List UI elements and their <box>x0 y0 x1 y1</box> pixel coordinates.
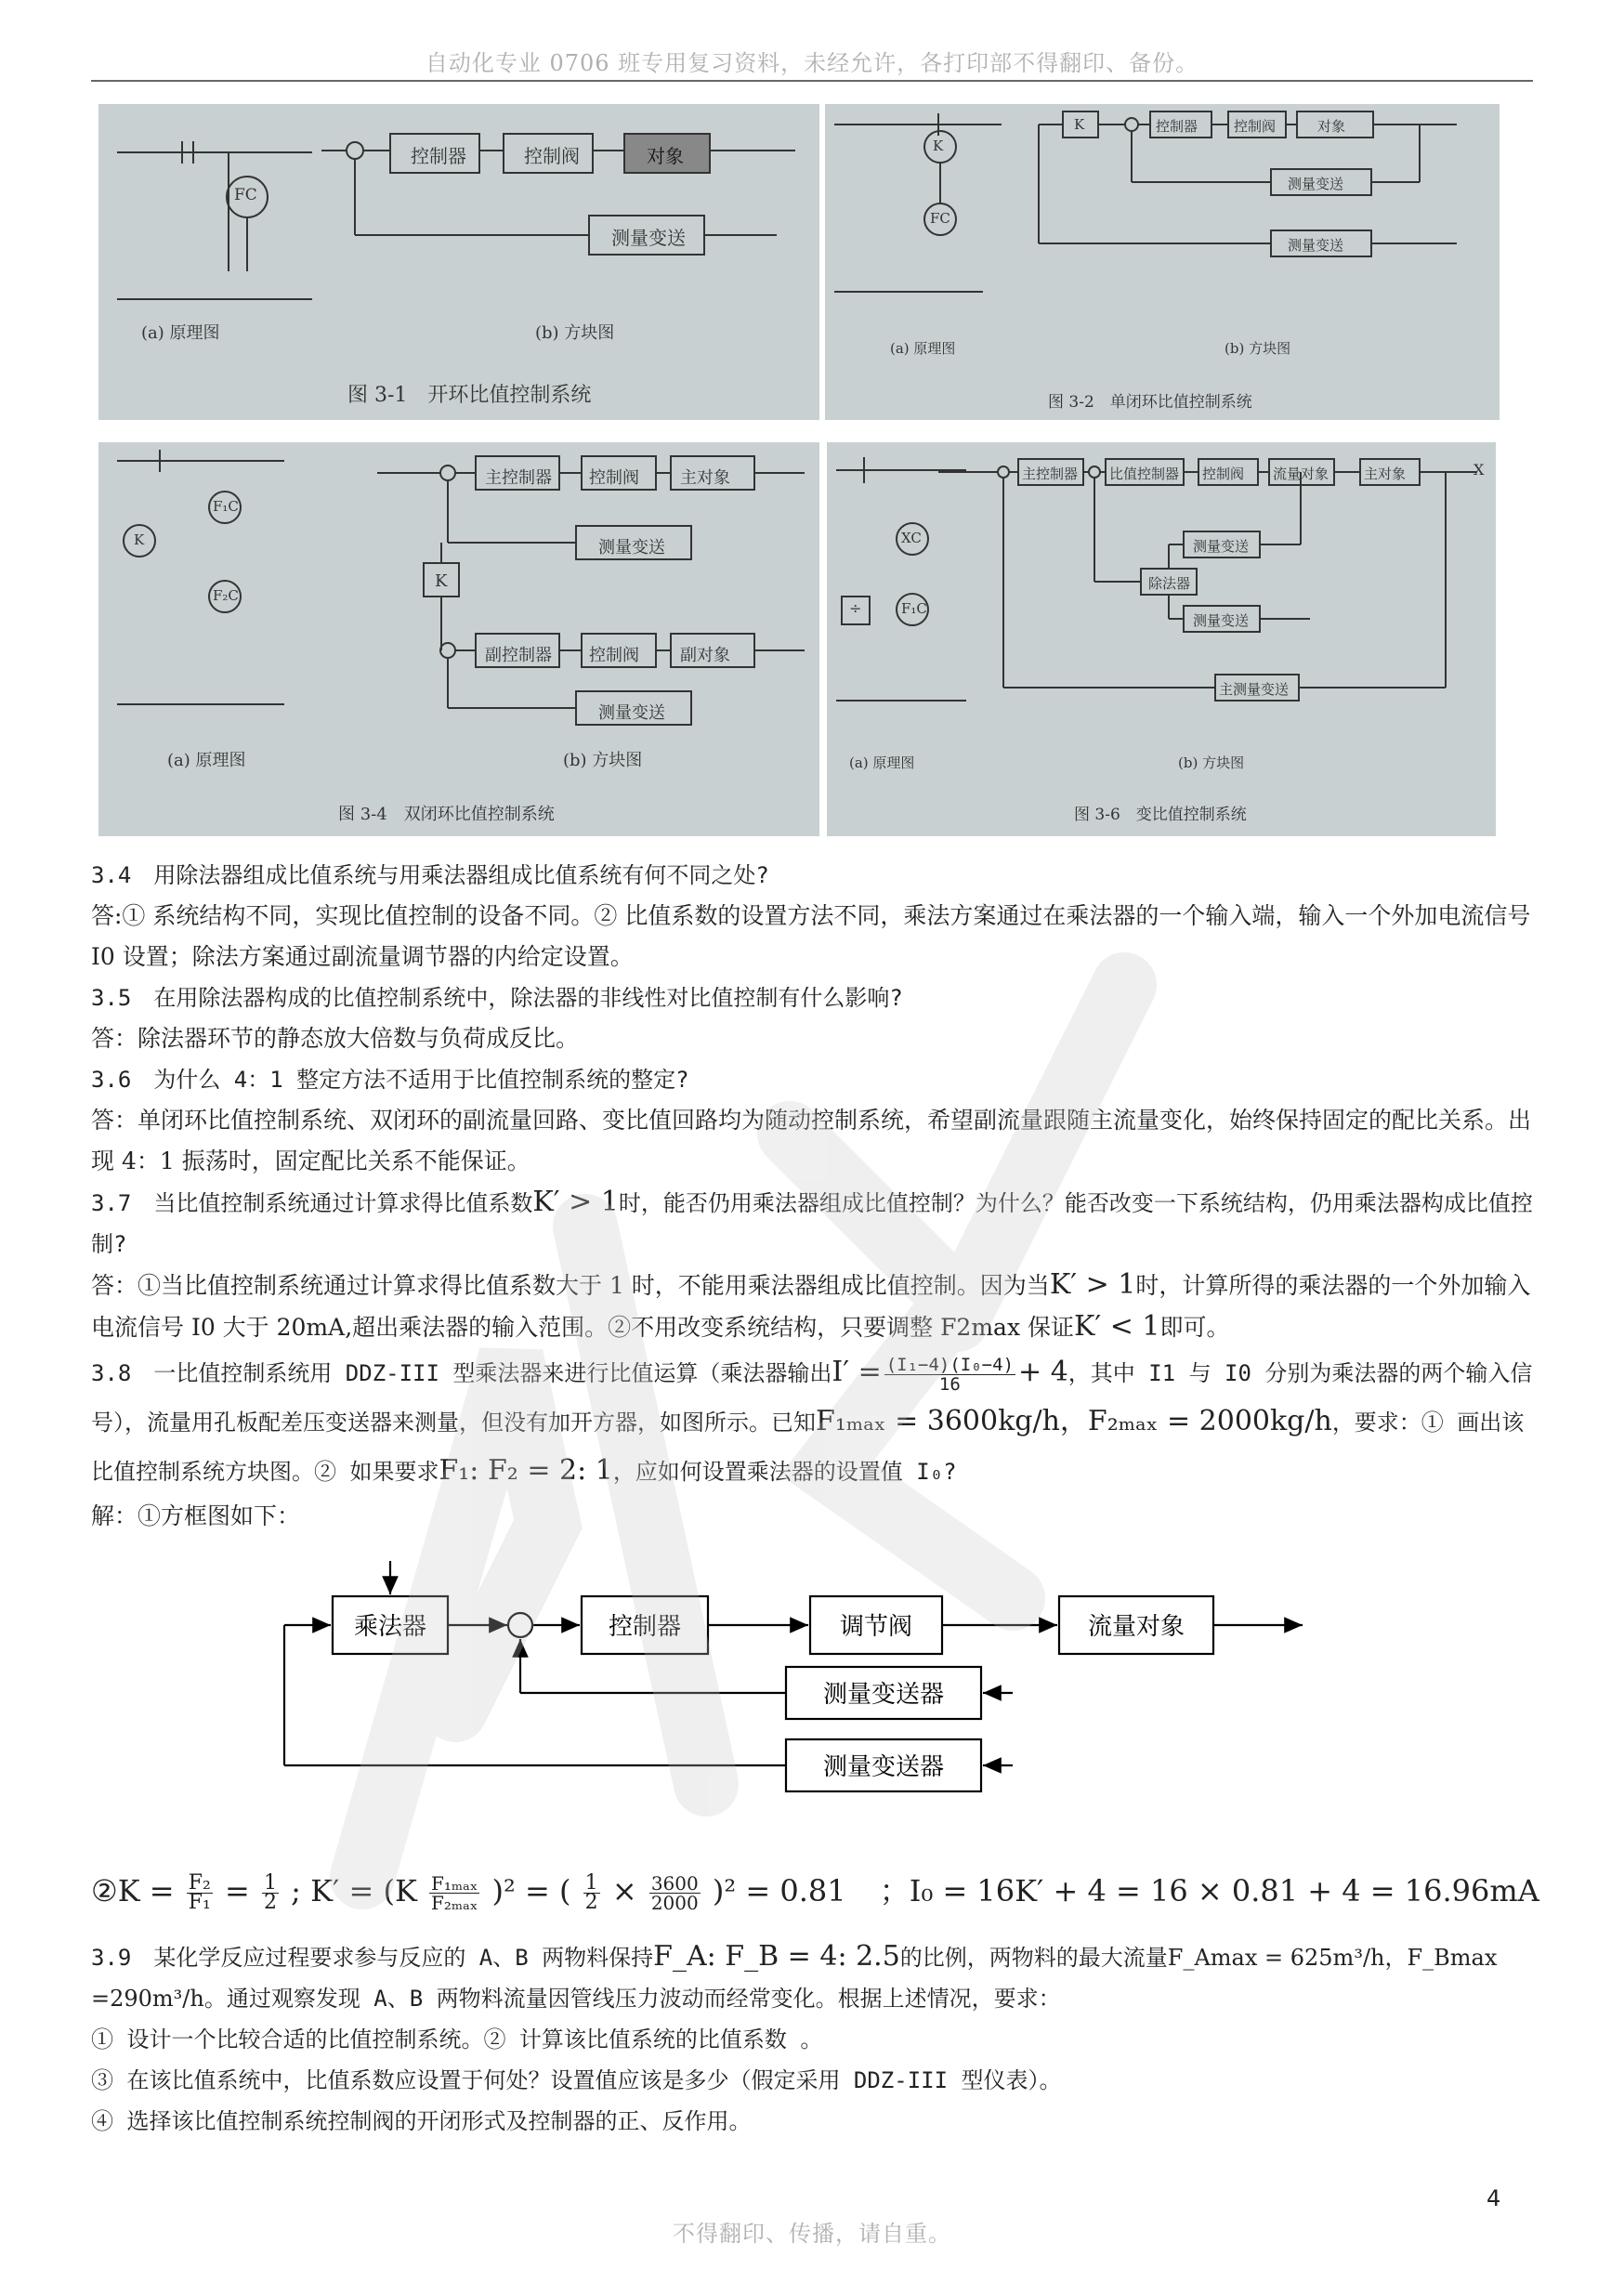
square-1: )² = ( <box>491 1873 571 1908</box>
document-body-2 <box>91 1936 1533 2142</box>
q39-part-b: 的比例，两物料的最大流量 <box>899 1945 1168 1971</box>
block-valve: 控制阀 <box>1202 466 1245 482</box>
a37-part-b: 时，计算所得的乘法器的一个外加输入电流信号 I0 大于 20mA,超出乘法器的输入范围。②不用改变系统结构，只要调整 F2max 保证 <box>91 1272 1531 1341</box>
fig2-a-label: (a) 原理图 <box>890 340 956 357</box>
max-ratio-den: 2000 <box>650 1892 699 1914</box>
fa-fb-ratio: F_A: F_B = 4: 2.5 <box>653 1940 900 1973</box>
flow-ratio: F₁: F₂ = 2: 1 <box>439 1454 613 1487</box>
block-sub-controller: 副控制器 <box>485 646 552 665</box>
question-3-6: 3.6 为什么 4：1 整定方法不适用于比值控制系统的整定? <box>91 1067 689 1093</box>
question-3-9-item-1: ① 设计一个比较合适的比值控制系统。② 计算该比值系统的比值系数 。 <box>91 2026 823 2052</box>
block-multiplier: 乘法器 <box>353 1613 427 1641</box>
divider-symbol: ÷ <box>849 599 862 617</box>
block-main-object: 主对象 <box>680 468 730 488</box>
i-prime-formula: I′ = <box>832 1356 882 1388</box>
block-main-object: 主对象 <box>1364 466 1407 482</box>
kprime-lead: ; K′ = (K <box>291 1873 417 1908</box>
max-ratio-fraction <box>649 1874 701 1912</box>
k-greater-than-one: K′ > 1 <box>532 1186 619 1218</box>
answer-3-7 <box>91 1265 1533 1348</box>
block-ratio-controller: 比值控制器 <box>1109 466 1180 482</box>
k-greater-than-one-2: K′ > 1 <box>1049 1268 1136 1301</box>
block-main-controller: 主控制器 <box>1022 466 1079 482</box>
square-2: )² = 0.81 <box>712 1873 846 1908</box>
block-flow-object: 流量对象 <box>1273 466 1329 482</box>
ratio-formula <box>91 1868 1539 1912</box>
question-3-9-item-2: ③ 在该比值系统中，比值系数应设置于何处？设置值应该是多少（假定采用 DDZ-III 型仪表）。 <box>91 2067 1062 2093</box>
question-3-4: 3.4 用除法器组成比值系统与用乘法器组成比值系统有何不同之处? <box>91 862 769 888</box>
fig1-caption: 图 3-1 开环比值控制系统 <box>347 384 592 407</box>
fig2-caption: 图 3-2 单闭环比值控制系统 <box>1048 393 1252 412</box>
fig2-b-label: (b) 方块图 <box>1225 340 1291 357</box>
i0-formula: ；I₀ = 16K′ + 4 = 16 × 0.81 + 4 = 16.96mA <box>879 1873 1539 1908</box>
half-num: 1 <box>264 1871 277 1895</box>
plus-four: + 4 <box>1018 1356 1068 1388</box>
figure-3-4-drawing <box>98 442 819 836</box>
q39-part-a: 3.9 某化学反应过程要求参与反应的 A、B 两物料保持 <box>91 1945 654 1971</box>
half-num-2: 1 <box>584 1871 598 1895</box>
question-3-5: 3.5 在用除法器构成的比值控制系统中，除法器的非线性对比值控制有什么影响? <box>91 985 903 1011</box>
famax: F_Amax = 625m³/h，F_Bmax = <box>91 1945 1498 2012</box>
figure-3-2 <box>825 104 1500 420</box>
q37-part-b: 时，能否仍用乘法器组成比值控制？为什么？能否改变一下系统结构，仍用乘法器构成比值控制? <box>91 1190 1533 1257</box>
block-sub-object: 副对象 <box>680 646 730 665</box>
block-object: 对象 <box>647 145 684 167</box>
half-fraction-2 <box>583 1871 600 1914</box>
q37-part-a: 3.7 当比值控制系统通过计算求得比值系数 <box>91 1190 533 1216</box>
f1max-value: F₁ₘₐₓ = 3600kg/h <box>816 1405 1060 1437</box>
f2max-value: ，F₂ₘₐₓ = 2000kg/h <box>1059 1405 1332 1437</box>
q39-part-c: 。通过观察发现 A、B 两物料流量因管线压力波动而经常变化。根据上述情况，要求： <box>203 1986 1061 2012</box>
block-main-transmitter: 主测量变送 <box>1219 681 1290 698</box>
fmax-fraction <box>429 1874 479 1912</box>
question-3-9-item-3: ④ 选择该比值控制系统控制阀的开闭形式及控制器的正、反作用。 <box>91 2108 752 2134</box>
block-flow-object: 流量对象 <box>1087 1613 1185 1641</box>
fc-circle-label: FC <box>930 210 950 227</box>
question-3-7 <box>91 1182 1533 1265</box>
fbmax: 290m³/h <box>110 1986 204 2012</box>
header-rule <box>91 80 1533 82</box>
question-3-9 <box>91 1936 1533 2019</box>
k-circle-label: K <box>134 531 145 548</box>
a37-part-c: 即可。 <box>1159 1314 1230 1341</box>
document-body <box>91 855 1533 1537</box>
page-footer: 不得翻印、传播，请自重。 <box>673 2221 951 2247</box>
block-transmitter-2: 测量变送 <box>598 703 665 723</box>
block-k: K <box>435 571 448 591</box>
k-lead: ②K = <box>91 1873 175 1908</box>
fc-label: F₁C <box>901 600 927 617</box>
xc-label: XC <box>901 530 922 546</box>
fmax-den: F₂ₘₐₓ <box>431 1892 478 1914</box>
solution-intro: 解：①方框图如下： <box>91 1502 301 1529</box>
block-valve-2: 控制阀 <box>589 646 639 665</box>
block-transmitter-1: 测量变送器 <box>822 1681 945 1709</box>
f2c-label: F₂C <box>213 587 239 604</box>
block-k: K <box>1074 116 1085 133</box>
max-ratio-num: 3600 <box>650 1872 699 1895</box>
fig6-b-label: (b) 方块图 <box>1178 754 1245 771</box>
page-number: 4 <box>1486 2185 1501 2211</box>
fig4-a-label: (a) 原理图 <box>167 751 246 770</box>
k-eq: = <box>225 1873 250 1908</box>
x-output-label: X <box>1473 461 1485 479</box>
half-den: 2 <box>264 1891 277 1914</box>
block-object: 对象 <box>1317 118 1346 135</box>
block-transmitter-1: 测量变送 <box>1288 176 1344 192</box>
half-den-2: 2 <box>584 1891 598 1914</box>
block-transmitter-1: 测量变送 <box>598 538 665 557</box>
fmax-num: F₁ₘₐₓ <box>431 1872 478 1895</box>
figure-3-6 <box>827 442 1496 836</box>
block-transmitter-2: 测量变送 <box>1288 237 1344 254</box>
block-controller: 控制器 <box>608 1613 682 1641</box>
fig4-caption: 图 3-4 双闭环比值控制系统 <box>338 805 555 824</box>
fraction-denominator: 16 <box>938 1373 961 1395</box>
fig4-b-label: (b) 方块图 <box>563 751 643 770</box>
fig1-b-label: (b) 方块图 <box>535 323 615 343</box>
fig6-a-label: (a) 原理图 <box>849 754 915 771</box>
answer-3-4: 答:① 系统结构不同，实现比值控制的设备不同。② 比值系数的设置方法不同，乘法方案通过在乘法器的一个输入端，输入一个外加电流信号 I0 设置；除法方案通过副流量调节器的内给定设置。 <box>91 902 1531 970</box>
k-less-than-one: K′ < 1 <box>1074 1310 1160 1343</box>
block-main-controller: 主控制器 <box>485 468 552 488</box>
answer-3-6: 答：单闭环比值控制系统、双闭环的副流量回路、变比值回路均为随动控制系统，希望副流量跟随主流量变化，始终保持固定的配比关系。出现 4：1 振荡时，固定配比关系不能保证。 <box>91 1107 1532 1174</box>
ratio-block-diagram <box>269 1561 1347 1803</box>
fraction-numerator: (I₁−4)(I₀−4) <box>885 1354 1015 1375</box>
block-divider: 除法器 <box>1148 575 1191 592</box>
fig6-caption: 图 3-6 变比值控制系统 <box>1074 806 1247 824</box>
k-den: F₁ <box>188 1891 211 1914</box>
times: × <box>611 1873 637 1908</box>
q38-part-c: ，要求：① 画出该比值控制系统方块图。② 如果要求 <box>91 1410 1525 1485</box>
half-fraction <box>262 1871 279 1914</box>
k-fraction <box>187 1871 213 1914</box>
block-valve: 控制阀 <box>524 145 580 167</box>
q38-part-a: 3.8 一比值控制系统用 DDZ-III 型乘法器来进行比值运算（乘法器输出 <box>91 1360 832 1386</box>
figure-3-4 <box>98 442 819 836</box>
block-valve: 控制阀 <box>1234 118 1277 135</box>
a37-part-a: 答：①当比值控制系统通过计算求得比值系数大于 1 时，不能用乘法器组成比值控制。因为当 <box>91 1272 1050 1299</box>
q38-part-b: ，其中 I1 与 I0 分别为乘法器的两个输入信号），流量用孔板配差压变送器来测量，但没有加开方器，如图所示。已知 <box>91 1360 1533 1436</box>
answer-3-5: 答：除法器环节的静态放大倍数与负荷成反比。 <box>91 1025 580 1052</box>
block-controller: 控制器 <box>1156 118 1198 135</box>
fig1-a-label: (a) 原理图 <box>141 323 220 343</box>
figure-3-1 <box>98 104 819 420</box>
k-circle-label: K <box>933 138 944 154</box>
f1c-label: F₁C <box>213 498 239 515</box>
block-valve: 调节阀 <box>839 1613 913 1641</box>
block-transmitter-2: 测量变送 <box>1193 612 1250 629</box>
q38-part-d: ，应如何设置乘法器的设置值 I₀? <box>612 1459 957 1485</box>
figure-3-6-drawing <box>827 442 1496 836</box>
block-transmitter: 测量变送 <box>611 227 686 249</box>
block-transmitter-1: 测量变送 <box>1193 538 1250 555</box>
figure-3-2-drawing <box>825 104 1500 420</box>
k-num: F₂ <box>188 1871 211 1895</box>
i-prime-fraction <box>884 1356 1015 1394</box>
question-3-8 <box>91 1348 1533 1496</box>
block-transmitter-2: 测量变送器 <box>822 1753 945 1781</box>
block-controller: 控制器 <box>411 145 466 167</box>
page-header: 自动化专业 0706 班专用复习资料，未经允许，各打印部不得翻印、备份。 <box>425 50 1199 76</box>
fc-label: FC <box>234 186 257 204</box>
block-valve-1: 控制阀 <box>589 468 639 488</box>
